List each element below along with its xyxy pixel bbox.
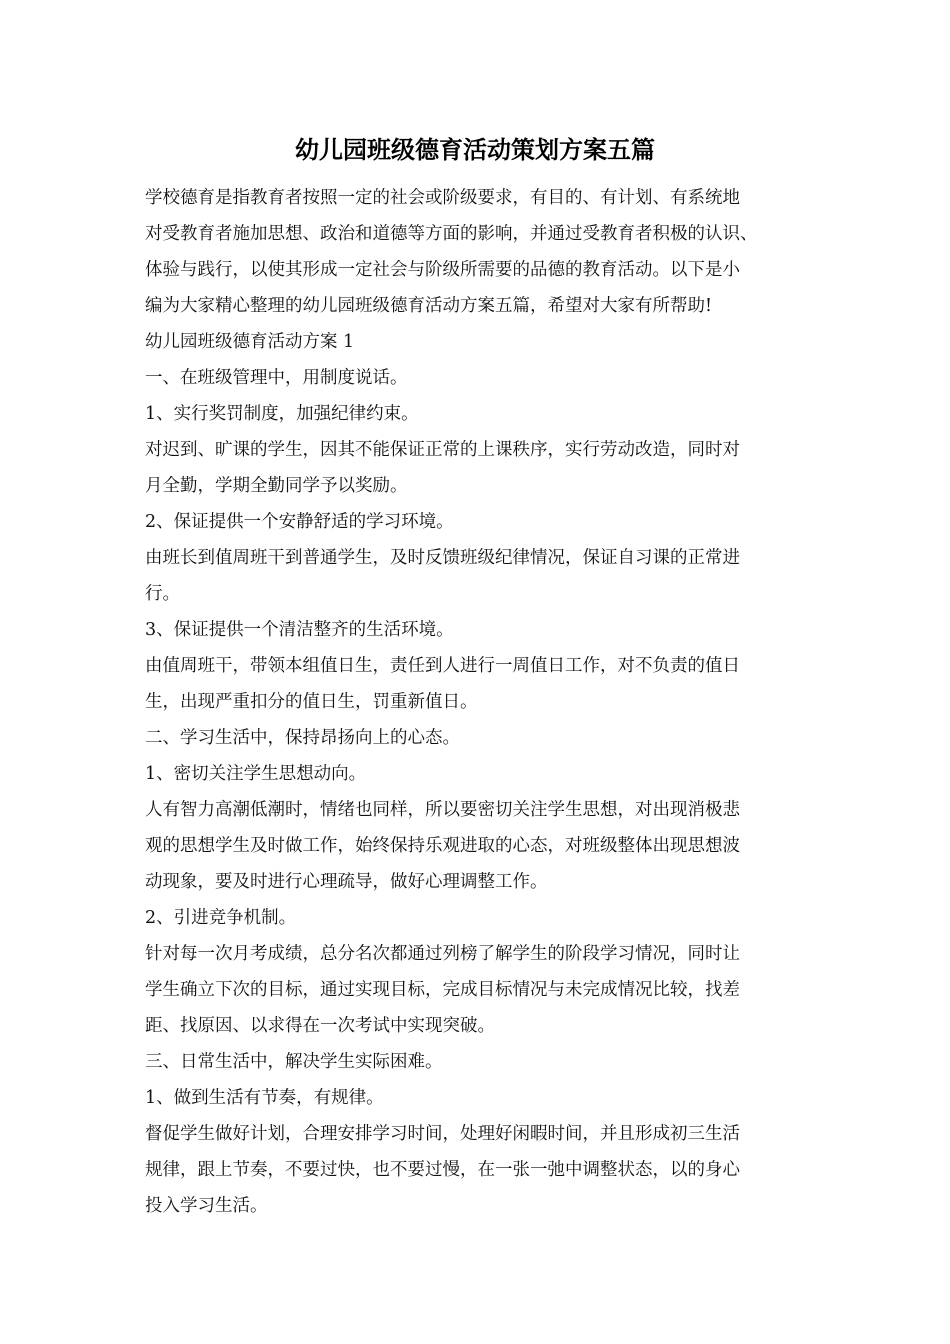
text-line: 距、找原因、以求得在一次考试中实现突破。 (145, 1016, 495, 1036)
text-line: 月全勤，学期全勤同学予以奖励。 (145, 476, 408, 496)
text-line: 行。 (145, 584, 180, 604)
section-heading: 二、学习生活中，保持昂扬向上的心态。 (145, 728, 460, 748)
text-line: 观的思想学生及时做工作，始终保持乐观进取的心态，对班级整体出现思想波 (145, 836, 740, 856)
text-line: 体验与践行，以使其形成一定社会与阶级所需要的品德的教育活动。以下是小 (145, 260, 740, 280)
subsection-heading: 3、保证提供一个清洁整齐的生活环境。 (145, 620, 454, 640)
section-heading: 三、日常生活中，解决学生实际困难。 (145, 1052, 443, 1072)
text-line: 学校德育是指教育者按照一定的社会或阶级要求，有目的、有计划、有系统地 (145, 188, 740, 208)
text-line: 由值周班干，带领本组值日生，责任到人进行一周值日工作，对不负责的值日 (145, 656, 740, 676)
text-line: 由班长到值周班干到普通学生，及时反馈班级纪律情况，保证自习课的正常进 (145, 548, 740, 568)
text-line: 编为大家精心整理的幼儿园班级德育活动方案五篇，希望对大家有所帮助! (145, 296, 713, 316)
section-heading: 幼儿园班级德育活动方案 1 (145, 332, 355, 352)
text-line: 针对每一次月考成绩，总分名次都通过列榜了解学生的阶段学习情况，同时让 (145, 944, 740, 964)
text-line: 学生确立下次的目标，通过实现目标，完成目标情况与未完成情况比较，找差 (145, 980, 740, 1000)
text-line: 人有智力高潮低潮时，情绪也同样，所以要密切关注学生思想，对出现消极悲 (145, 800, 740, 820)
subsection-heading: 2、保证提供一个安静舒适的学习环境。 (145, 512, 454, 532)
text-line: 对迟到、旷课的学生，因其不能保证正常的上课秩序，实行劳动改造，同时对 (145, 440, 740, 460)
subsection-heading: 1、密切关注学生思想动向。 (145, 764, 367, 784)
text-line: 对受教育者施加思想、政治和道德等方面的影响，并通过受教育者积极的认识、 (145, 224, 758, 244)
subsection-heading: 1、实行奖罚制度，加强纪律约束。 (145, 404, 419, 424)
text-line: 投入学习生活。 (145, 1196, 268, 1216)
document-body (145, 180, 825, 1224)
text-line: 动现象，要及时进行心理疏导，做好心理调整工作。 (145, 872, 548, 892)
text-line: 督促学生做好计划，合理安排学习时间，处理好闲暇时间，并且形成初三生活 (145, 1124, 740, 1144)
subsection-heading: 1、做到生活有节奏，有规律。 (145, 1088, 384, 1108)
document-title: 幼儿园班级德育活动策划方案五篇 (295, 135, 655, 164)
text-line: 规律，跟上节奏，不要过快，也不要过慢，在一张一弛中调整状态，以的身心 (145, 1160, 740, 1180)
section-heading: 一、在班级管理中，用制度说话。 (145, 368, 408, 388)
text-line: 生，出现严重扣分的值日生，罚重新值日。 (145, 692, 478, 712)
subsection-heading: 2、引进竞争机制。 (145, 908, 297, 928)
